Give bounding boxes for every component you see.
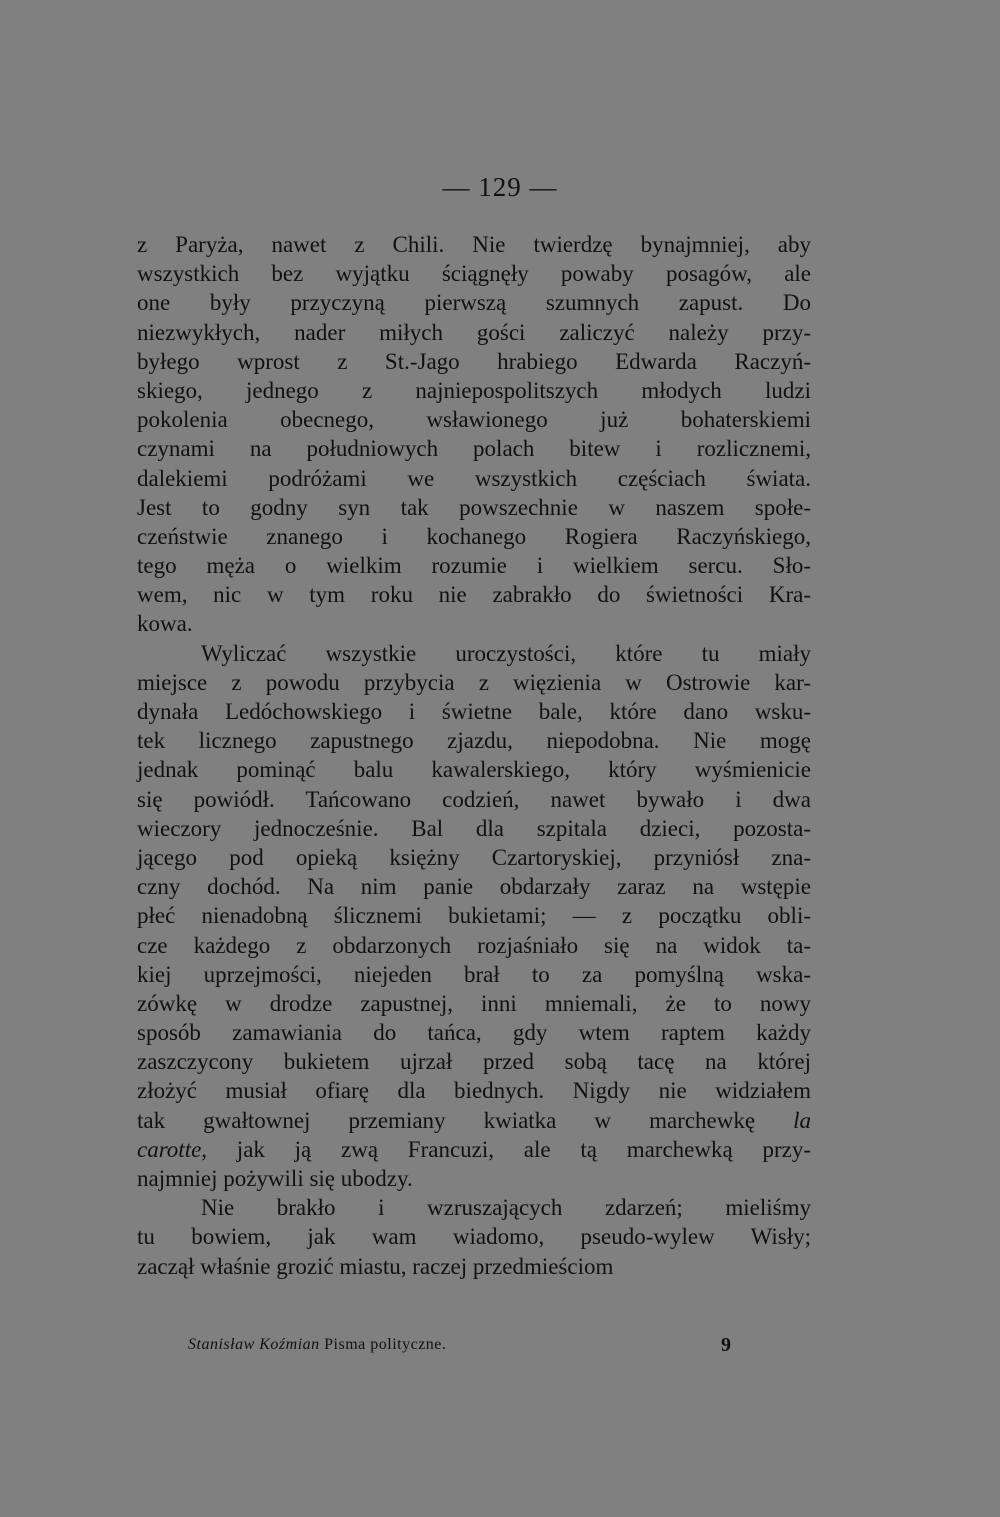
text-line: najmniej pożywili się ubodzy. [137,1166,413,1191]
footer-title: Pisma polityczne. [324,1336,447,1353]
text-line: dalekiemi podróżami we wszystkich częściach świata. [137,465,811,491]
footer-signature: 9 [721,1334,731,1356]
text-line: wszystkich bez wyjątku ściągnęły powaby posagów, ale [137,261,811,287]
text-line: zówkę w drodze zapustnej, inni mniemali, że to nowy [137,990,811,1016]
text-line: z Paryża, nawet z Chili. Nie twierdzę bynajmniej, aby [137,232,811,257]
text-line: tak gwałtownej przemiany kwiatka w marchewkę la [137,1107,811,1133]
text-line: cze każdego z obdarzonych rozjaśniało się na widok ta- [137,932,811,958]
paragraph [137,230,811,639]
text-line: wem, nic w tym roku nie zabrakło do świetności Kra- [137,582,811,608]
text-line: kiej uprzejmości, niejeden brał to za pomyślną wska- [137,961,811,987]
text-line: tego męża o wielkim rozumie i wielkiem sercu. Sło- [137,553,811,579]
text-line: czynami na południowych polach bitew i rozlicznemi, [137,436,811,462]
text-line: czeństwie znanego i kochanego Rogiera Raczyńskiego, [137,523,811,549]
text-line: tek licznego zapustnego zjazdu, niepodobna. Nie mogę [137,728,811,754]
text-line: jednak pominąć balu kawalerskiego, który wyśmienicie [137,757,811,783]
text-line: zaszczycony bukietem ujrzał przed sobą tacę na której [137,1049,811,1075]
footer-imprint [188,1336,446,1354]
text-line: tu bowiem, jak wam wiadomo, pseudo-wylew Wisły; [137,1224,811,1250]
text-line: Nie brakło i wzruszających zdarzeń; mieliśmy [201,1195,811,1221]
text-line: kowa. [137,611,193,637]
paragraph [137,639,811,1194]
text-line: się powiódł. Tańcowano codzień, nawet bywało i dwa [137,786,811,812]
paragraph [137,1193,811,1281]
text-line: jącego pod opieką księżny Czartoryskiej, przyniósł zna- [137,844,811,870]
text-line: niezwykłych, nader miłych gości zaliczyć należy przy- [137,319,811,345]
text-line: sposób zamawiania do tańca, gdy wtem raptem każdy [137,1020,811,1046]
footer-author: Stanisław Koźmian [188,1336,320,1353]
text-line: pokolenia obecnego, wsławionego już bohaterskiemi [137,407,811,433]
text-line: czny dochód. Na nim panie obdarzały zaraz na wstępie [137,874,811,900]
text-line: złożyć musiał ofiarę dla biednych. Nigdy nie widziałem [137,1078,811,1104]
text-line: one były przyczyną pierwszą szumnych zapust. Do [137,290,811,316]
text-line: dynała Ledóchowskiego i świetne bale, które dano wsku- [137,699,811,724]
text-block [137,230,811,1281]
text-line: Wyliczać wszystkie uroczystości, które tu miały [201,640,811,666]
text-line: byłego wprost z St.-Jago hrabiego Edwarda Raczyń- [137,348,811,374]
text-line: skiego, jednego z najniepospolitszych młodych ludzi [137,377,811,403]
text-line: carotte, jak ją zwą Francuzi, ale tą marchewką przy- [137,1136,811,1162]
text-line: miejsce z powodu przybycia z więzienia w Ostrowie kar- [137,669,811,695]
text-line: zaczął właśnie grozić miastu, raczej przedmieściom [137,1253,614,1279]
text-line: Jest to godny syn tak powszechnie w naszem społe- [137,494,811,520]
text-line: wieczory jednocześnie. Bal dla szpitala dzieci, pozosta- [137,815,811,841]
page-number: — 129 — [442,172,558,202]
text-line: płeć nienadobną ślicznemi bukietami; — z początku obli- [137,903,811,929]
